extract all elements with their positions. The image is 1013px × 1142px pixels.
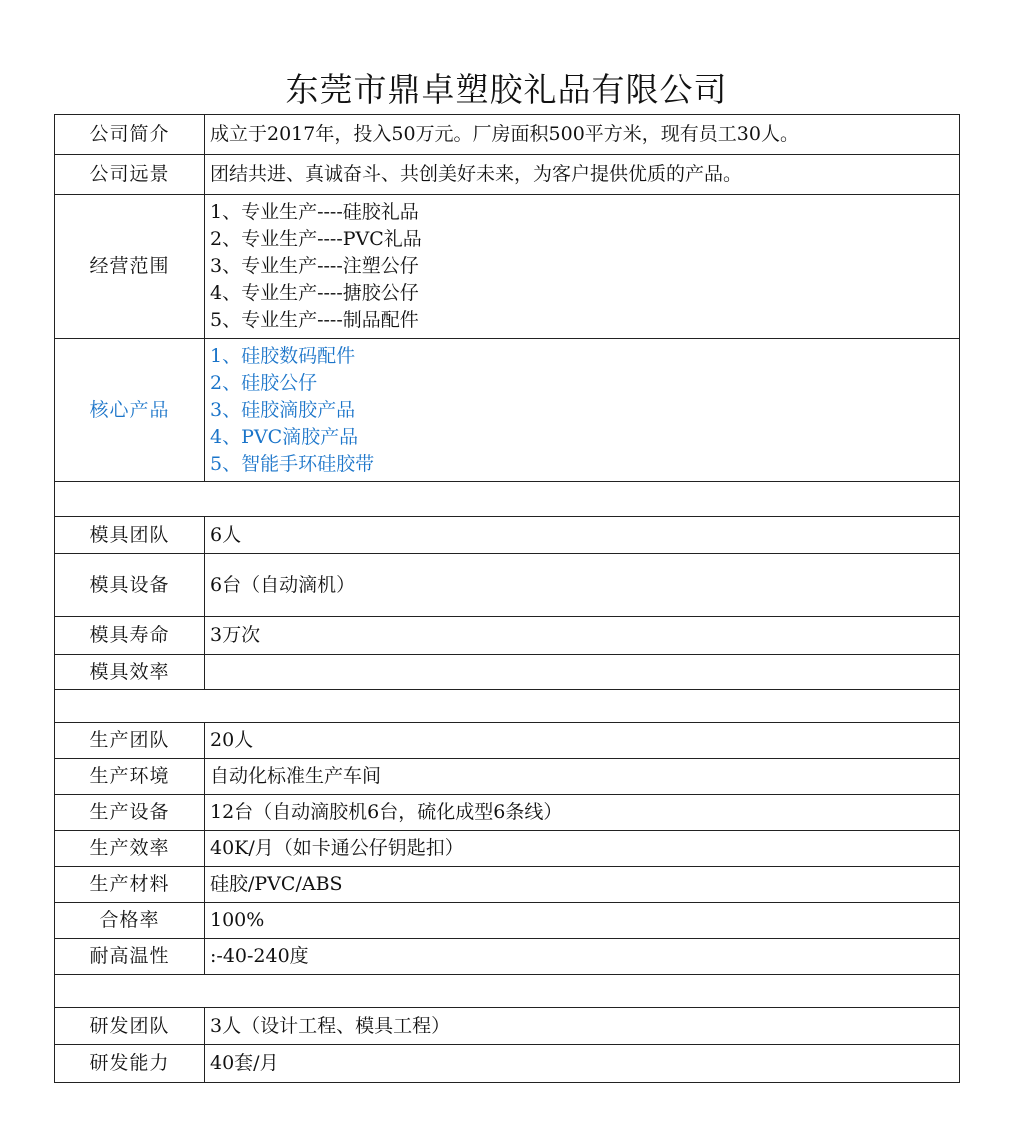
row-label: 合格率 bbox=[55, 903, 205, 939]
table-row bbox=[55, 1045, 960, 1083]
list-item: 2、硅胶公仔 bbox=[210, 371, 318, 394]
business-scope-list bbox=[205, 195, 960, 339]
row-label: 公司简介 bbox=[55, 115, 205, 155]
table-row bbox=[55, 903, 960, 939]
table-row bbox=[55, 554, 960, 617]
table-row bbox=[55, 1008, 960, 1045]
row-label: 模具设备 bbox=[55, 554, 205, 617]
row-value: :-40-240度 bbox=[205, 939, 960, 975]
table-row bbox=[55, 339, 960, 482]
list-item: 2、专业生产----PVC礼品 bbox=[210, 228, 422, 250]
table-row bbox=[55, 759, 960, 795]
row-label: 研发团队 bbox=[55, 1008, 205, 1045]
row-label: 模具团队 bbox=[55, 517, 205, 554]
row-value: 团结共进、真诚奋斗、共创美好未来，为客户提供优质的产品。 bbox=[205, 155, 960, 195]
table-row bbox=[55, 517, 960, 554]
table-row bbox=[55, 939, 960, 975]
core-products-list bbox=[205, 339, 960, 482]
row-value: 12台（自动滴胶机6台，硫化成型6条线） bbox=[205, 795, 960, 831]
list-item: 4、PVC滴胶产品 bbox=[210, 425, 359, 448]
table-row bbox=[55, 831, 960, 867]
row-value: 40K/月（如卡通公仔钥匙扣） bbox=[205, 831, 960, 867]
empty-row bbox=[55, 975, 960, 1008]
row-label: 生产效率 bbox=[55, 831, 205, 867]
empty-row bbox=[55, 482, 960, 517]
row-label: 生产团队 bbox=[55, 723, 205, 759]
table-row bbox=[55, 867, 960, 903]
row-label: 生产材料 bbox=[55, 867, 205, 903]
empty-row bbox=[55, 690, 960, 723]
list-item: 3、专业生产----注塑公仔 bbox=[210, 255, 419, 277]
table-row bbox=[55, 155, 960, 195]
table-row bbox=[55, 723, 960, 759]
row-label: 研发能力 bbox=[55, 1045, 205, 1083]
company-info-table bbox=[54, 114, 960, 1083]
empty-cell bbox=[55, 482, 960, 517]
empty-cell bbox=[55, 975, 960, 1008]
row-value: 硅胶/PVC/ABS bbox=[205, 867, 960, 903]
table-row bbox=[55, 655, 960, 690]
empty-cell bbox=[55, 690, 960, 723]
page-title: 东莞市鼎卓塑胶礼品有限公司 bbox=[285, 70, 728, 109]
list-item: 4、专业生产----搪胶公仔 bbox=[210, 282, 419, 304]
row-value: 6台（自动滴机） bbox=[205, 554, 960, 617]
table-row bbox=[55, 195, 960, 339]
row-label: 公司远景 bbox=[55, 155, 205, 195]
row-label: 核心产品 bbox=[55, 339, 205, 482]
row-value: 20人 bbox=[205, 723, 960, 759]
table-row bbox=[55, 617, 960, 655]
table-row bbox=[55, 115, 960, 155]
row-label: 模具效率 bbox=[55, 655, 205, 690]
list-item: 3、硅胶滴胶产品 bbox=[210, 398, 356, 421]
row-value: 3万次 bbox=[205, 617, 960, 655]
list-item: 1、专业生产----硅胶礼品 bbox=[210, 201, 419, 223]
row-value: 成立于2017年，投入50万元。厂房面积500平方米，现有员工30人。 bbox=[205, 115, 960, 155]
row-label: 生产环境 bbox=[55, 759, 205, 795]
row-value bbox=[205, 655, 960, 690]
row-label: 模具寿命 bbox=[55, 617, 205, 655]
row-value: 自动化标准生产车间 bbox=[205, 759, 960, 795]
row-value: 40套/月 bbox=[205, 1045, 960, 1083]
list-item: 1、硅胶数码配件 bbox=[210, 344, 356, 367]
row-label: 经营范围 bbox=[55, 195, 205, 339]
list-item: 5、智能手环硅胶带 bbox=[210, 452, 375, 475]
row-value: 100% bbox=[205, 903, 960, 939]
row-value: 6人 bbox=[205, 517, 960, 554]
row-label: 生产设备 bbox=[55, 795, 205, 831]
row-label: 耐高温性 bbox=[55, 939, 205, 975]
row-value: 3人（设计工程、模具工程） bbox=[205, 1008, 960, 1045]
table-row bbox=[55, 795, 960, 831]
list-item: 5、专业生产----制品配件 bbox=[210, 309, 419, 331]
